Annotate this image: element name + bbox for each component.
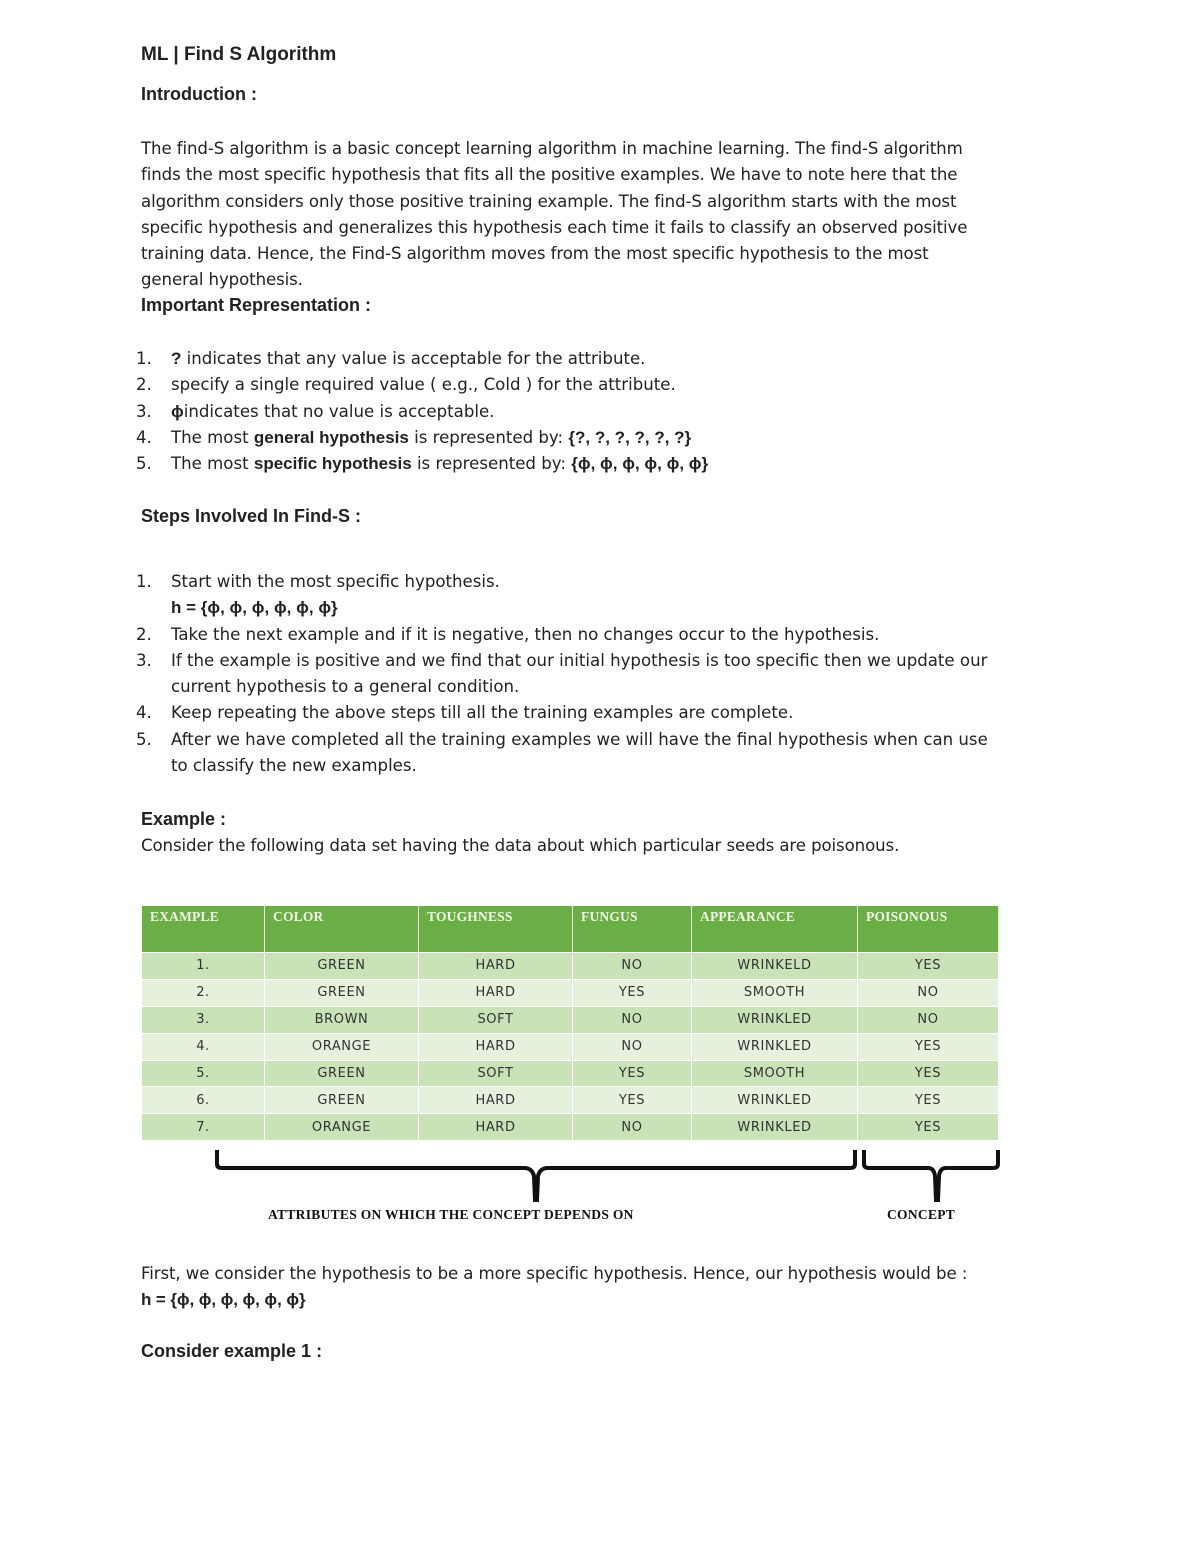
concept-label: CONCEPT xyxy=(887,1207,956,1222)
column-header: FUNGUS xyxy=(573,906,692,953)
table-cell: SMOOTH xyxy=(692,1060,858,1087)
table-cell: GREEN xyxy=(265,1087,419,1114)
concept-brace xyxy=(858,1148,1003,1204)
table-row xyxy=(142,979,999,1006)
table-cell: YES xyxy=(858,1033,999,1060)
table-cell: 4. xyxy=(142,1033,265,1060)
table-cell: GREEN xyxy=(265,953,419,980)
table-cell: GREEN xyxy=(265,1060,419,1087)
table-cell: WRINKLED xyxy=(692,1087,858,1114)
table-header-row xyxy=(142,906,999,953)
introduction-heading: Introduction : xyxy=(141,84,257,104)
intro-line: algorithm considers only those positive training example. The find-S algorithm starts with the most xyxy=(141,191,957,211)
intro-line: general hypothesis. xyxy=(141,270,303,290)
table-cell: YES xyxy=(858,1087,999,1114)
example-description: Consider the following data set having the data about which particular seeds are poisonous. xyxy=(141,836,900,855)
attributes-brace xyxy=(214,1148,864,1204)
table-row xyxy=(142,953,999,980)
list-item: 4. The most general hypothesis is represented by: {?, ?, ?, ?, ?, ?} xyxy=(136,427,692,447)
table-cell: 6. xyxy=(142,1087,265,1114)
table-cell: WRINKLED xyxy=(692,1006,858,1033)
list-item: 3. ϕindicates that no value is acceptable. xyxy=(136,401,495,421)
table-cell: HARD xyxy=(419,1087,573,1114)
table-cell: ORANGE xyxy=(265,1033,419,1060)
table-cell: NO xyxy=(858,1006,999,1033)
table-cell: YES xyxy=(573,1087,692,1114)
table-row xyxy=(142,1033,999,1060)
table-cell: SOFT xyxy=(419,1006,573,1033)
first-hypothesis-formula: h = {ϕ, ϕ, ϕ, ϕ, ϕ, ϕ} xyxy=(141,1290,306,1309)
column-header: POISONOUS xyxy=(858,906,999,953)
list-item: 1. ? indicates that any value is acceptable for the attribute. xyxy=(136,349,646,368)
intro-line: specific hypothesis and generalizes this hypothesis each time it fails to classify an observed positive xyxy=(141,217,968,237)
list-item: 2. specify a single required value ( e.g., Cold ) for the attribute. xyxy=(136,375,676,395)
table-cell: HARD xyxy=(419,953,573,980)
table-row xyxy=(142,1114,999,1140)
list-item: 3. If the example is positive and we find that our initial hypothesis is too specific then we update our current hypothesis to a general condition. xyxy=(136,650,988,697)
representation-heading: Important Representation : xyxy=(141,295,372,315)
table-row xyxy=(142,1060,999,1087)
example-heading: Example : xyxy=(141,809,227,829)
table-cell: NO xyxy=(573,1006,692,1033)
first-hypothesis-text: First, we consider the hypothesis to be a more specific hypothesis. Hence, our hypothesis would be : xyxy=(141,1264,968,1283)
table-cell: NO xyxy=(858,979,999,1006)
table-cell: YES xyxy=(858,1060,999,1087)
table-cell: WRINKLED xyxy=(692,1033,858,1060)
table-cell: 2. xyxy=(142,979,265,1006)
table-cell: NO xyxy=(573,1114,692,1140)
intro-line: training data. Hence, the Find-S algorithm moves from the most specific hypothesis to the most xyxy=(141,244,929,264)
column-header: EXAMPLE xyxy=(142,906,265,953)
intro-line: The find-S algorithm is a basic concept learning algorithm in machine learning. The find-S algorithm xyxy=(141,139,963,158)
steps-heading: Steps Involved In Find-S : xyxy=(141,506,362,526)
column-header: APPEARANCE xyxy=(692,906,858,953)
table-cell: WRINKLED xyxy=(692,1114,858,1140)
table-cell: HARD xyxy=(419,979,573,1006)
seed-data-table xyxy=(142,906,999,1140)
table-cell: 5. xyxy=(142,1060,265,1087)
table-cell: YES xyxy=(573,979,692,1006)
table-cell: GREEN xyxy=(265,979,419,1006)
table-cell: HARD xyxy=(419,1114,573,1140)
table-cell: YES xyxy=(573,1060,692,1087)
representation-list xyxy=(136,346,1051,477)
table-cell: SMOOTH xyxy=(692,979,858,1006)
list-item: 5. The most specific hypothesis is represented by: {ϕ, ϕ, ϕ, ϕ, ϕ, ϕ} xyxy=(136,454,709,474)
table-row xyxy=(142,1087,999,1114)
table-row xyxy=(142,1006,999,1033)
table-cell: NO xyxy=(573,953,692,980)
table-cell: HARD xyxy=(419,1033,573,1060)
document-title: ML | Find S Algorithm xyxy=(141,44,337,65)
column-header: COLOR xyxy=(265,906,419,953)
list-item: 4. Keep repeating the above steps till all the training examples are complete. xyxy=(136,703,794,723)
table-cell: SOFT xyxy=(419,1060,573,1087)
list-item: 5. After we have completed all the training examples we will have the final hypothesis when can use to classify the new examples. xyxy=(136,729,988,776)
table-cell: YES xyxy=(858,1114,999,1140)
table-cell: YES xyxy=(858,953,999,980)
table-cell: WRINKELD xyxy=(692,953,858,980)
attributes-label: ATTRIBUTES ON WHICH THE CONCEPT DEPENDS ON xyxy=(268,1207,634,1222)
table-cell: ORANGE xyxy=(265,1114,419,1140)
table-cell: 7. xyxy=(142,1114,265,1140)
list-item: 2. Take the next example and if it is negative, then no changes occur to the hypothesis. xyxy=(136,624,880,644)
column-header: TOUGHNESS xyxy=(419,906,573,953)
table-cell: NO xyxy=(573,1033,692,1060)
steps-list xyxy=(136,569,1051,779)
intro-line: finds the most specific hypothesis that fits all the positive examples. We have to note here that the xyxy=(141,165,958,185)
table-cell: 1. xyxy=(142,953,265,980)
introduction-paragraph xyxy=(141,136,1041,294)
initial-hypothesis: h = {ϕ, ϕ, ϕ, ϕ, ϕ, ϕ} xyxy=(171,598,338,618)
table-cell: BROWN xyxy=(265,1006,419,1033)
consider-example-heading: Consider example 1 : xyxy=(141,1341,323,1361)
table-cell: 3. xyxy=(142,1006,265,1033)
list-item: 1. Start with the most specific hypothesis. h = {ϕ, ϕ, ϕ, ϕ, ϕ, ϕ} xyxy=(141,569,1051,622)
